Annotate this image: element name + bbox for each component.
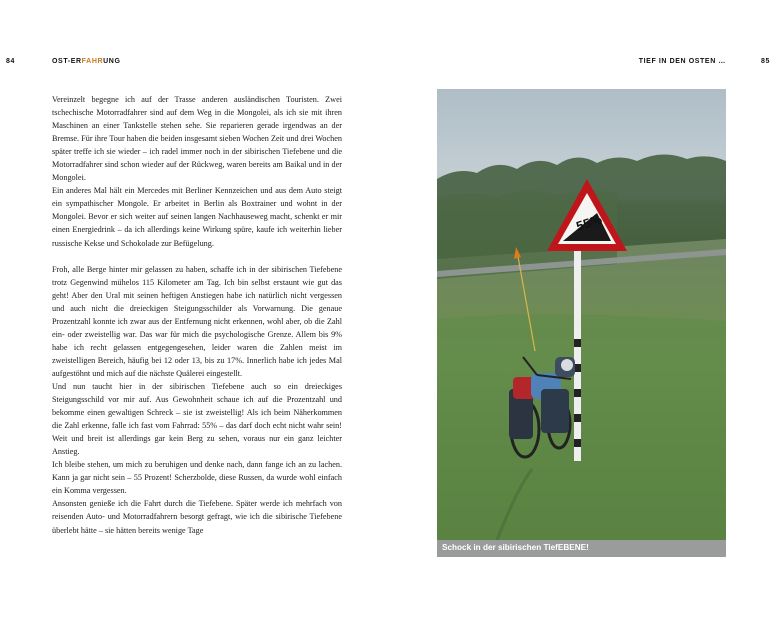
paragraph: Ein anderes Mal hält ein Mercedes mit Berliner Kennzeichen und aus dem Auto steigt ein sympathischer Mongole. Er arbeitet in Berlin als Boxtrainer und wohnt in der Mongolei. Bevor er sich weiter auf seinen langen Nachhauseweg macht, schenkt er mir einen Energiedrink – da ich allerdings keine Wirkung spüre, kaufe ich weiterhin lieber russische Kekse und Schokolade zur Befügelung. — [52, 186, 342, 248]
left-running-title — [52, 58, 121, 65]
left-page-number: 84 — [6, 58, 15, 65]
right-page-number: 85 — [761, 58, 770, 65]
paragraph: Und nun taucht hier in der sibirischen Tiefebene auch so ein dreieckiges Steigungsschild vor mir auf. Aus Gewohnheit schaue ich auf die Prozentzahl und bekomme einen gewaltigen Schreck – sie ist zweistellig! Als ich beim Näherkommen die Zahl erkenne, falle ich fast vom Fahrrad: 55% – das darf doch echt nicht wahr sein! Weit und breit ist allerdings gar kein Berg zu sehen, voraus nur ein ganz leichter Anstieg. — [52, 381, 342, 457]
right-running-title: TIEF IN DEN OSTEN … — [638, 58, 726, 65]
photo-illustration — [437, 89, 726, 540]
sign-post — [574, 249, 581, 461]
photo-caption-bar — [437, 540, 726, 557]
sign-percentage: 55% — [574, 211, 604, 234]
body-text — [52, 93, 342, 537]
photo-caption: Schock in der sibirischen TiefEBENE! — [442, 543, 589, 552]
left-title-part2: UNG — [103, 58, 121, 65]
paragraph: Vereinzelt begegne ich auf der Trasse anderen ausländischen Touristen. Zwei tschechische Motorradfahrer sind auf dem Weg in die Mongolei, als ich sie mit ihren Maschinen an einer Tankstelle stehen sehe. Sie reparieren gerade irgendwas an der Bremse. Für ihre Tour haben die beiden insgesamt sieben Wochen Zeit und drei Wochen später treffe ich sie wieder – ich radel immer noch in der sibirischen Tiefebene und die Motorradfahrer sind schon wieder auf der Rückweg, waren bereits am Baikal und in der Mongolei. — [52, 95, 342, 183]
left-title-highlight: FAHR — [81, 58, 104, 65]
paragraph: Ansonsten genieße ich die Fahrt durch die Tiefebene. Später werde ich mehrfach von reisenden Auto- und Motorradfahrern besorgt gefragt, wie ich die sibirische Tiefebene überlebt hätte – sie hätten bereits wenige Tage — [52, 499, 342, 535]
paragraph: Froh, alle Berge hinter mir gelassen zu haben, schaffe ich in der sibirischen Tiefebene trotz Gegenwind mühelos 115 Kilometer am Tag. Ich bin selbst erstaunt wie gut das geht! Aber den Ural mit seinen heftigen Anstiegen habe ich natürlich nicht vergessen und auch nicht die dreieckigen Steigungsschilder als Vorwarnung. Die genaue Prozentzahl konnte ich zwar aus der Entfernung nicht erkennen, wohl aber, ob die Zahl ein- oder zweistellig war. Das war für mich die psychologische Grenze. Allem bis 9% habe ich recht gelassen entgegengesehen, leider waren die Zahlen meist im zweistelligen Bereich, häufig bei 12 oder 13, bis zu 17%. Innerlich habe ich jedes Mal aufgestöhnt und mich auf die nächste Quälerei eingestellt. — [52, 264, 342, 378]
paragraph: Ich bleibe stehen, um mich zu beruhigen und denke nach, dann fange ich an zu lachen. Kann ja gar nicht sein – 55 Prozent! Scherzbolde, diese Russen, da wurde wohl einfach ein Komma vergessen. — [52, 460, 342, 496]
left-title-part1: OST-ER — [52, 58, 82, 65]
grass-field — [437, 314, 726, 540]
road-sign-photo — [437, 89, 726, 540]
